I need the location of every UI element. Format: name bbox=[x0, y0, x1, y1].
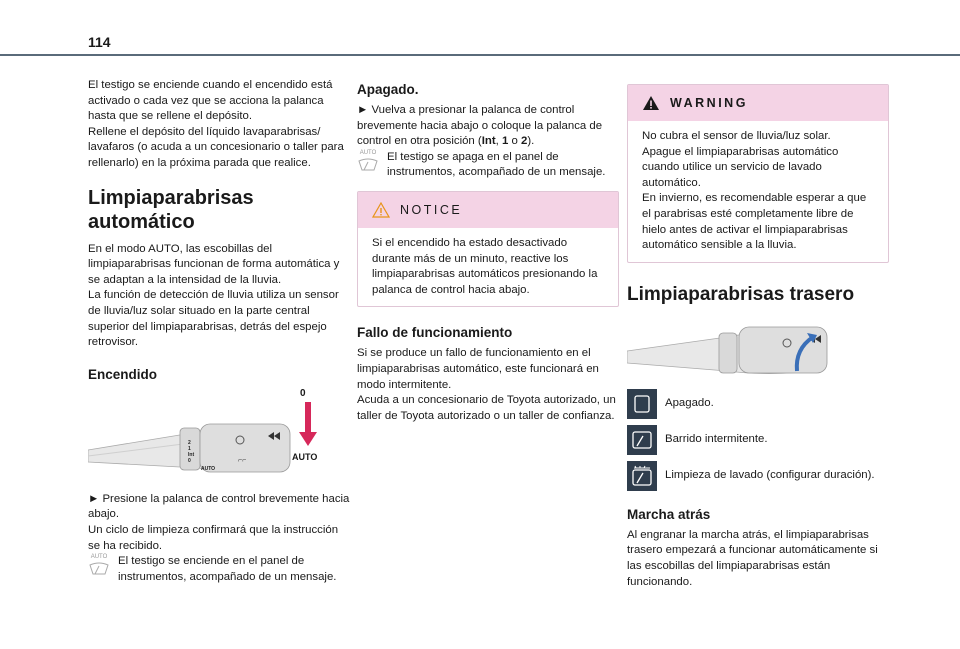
on-subheading: Encendido bbox=[88, 366, 158, 382]
auto-wiper-lamp-icon bbox=[88, 562, 110, 576]
rear-wiper-stalk-icon bbox=[627, 313, 889, 383]
intro-paragraph-2: Rellene el depósito del líquido lavaparabrisas/ lavafaros (o acuda a un concesionario o taller para rellenarlo) en la próxima parada que realice. bbox=[88, 125, 344, 169]
rain-sensor-paragraph: La función de detección de lluvia utiliza un sensor de lluvia/luz solar situado en la parte central superior del limpiaparabrisas, detrás del espejo retrovisor. bbox=[88, 289, 339, 349]
list-item bbox=[627, 389, 889, 419]
warning-triangle-icon bbox=[642, 95, 660, 111]
auto-label: AUTO bbox=[292, 451, 318, 462]
rear-wiper-intermittent-icon bbox=[627, 425, 657, 455]
stalk-mark-int: Int bbox=[188, 451, 195, 458]
stalk-mark-auto: AUTO bbox=[201, 465, 216, 472]
auto-wiper-heading: Limpiaparabrisas automático bbox=[88, 186, 254, 233]
down-arrow-icon bbox=[298, 402, 318, 448]
rear-wiper-intermittent-label: Barrido intermitente. bbox=[665, 432, 768, 445]
stalk-figure-front bbox=[88, 388, 350, 488]
off-lamp-text: El testigo se apaga en el panel de instrumentos, acompañado de un mensaje. bbox=[387, 150, 606, 179]
off-lamp-row bbox=[357, 150, 619, 181]
list-item bbox=[627, 425, 889, 455]
notice-triangle-icon bbox=[372, 202, 390, 218]
auto-lamp-text: El testigo se enciende en el panel de instrumentos, acompañado de un mensaje. bbox=[118, 555, 337, 583]
fault-text-2: Acuda a un concesionario de Toyota autorizado, un taller de Toyota autorizado o un taller de confianza. bbox=[357, 394, 616, 422]
position-zero-label: 0 bbox=[300, 387, 306, 399]
press-down-step: ► Presione la palanca de control brevemente hacia abajo. bbox=[88, 492, 350, 521]
column-3 bbox=[627, 84, 889, 590]
stalk-mark-0: 0 bbox=[188, 457, 191, 464]
rear-wiper-list bbox=[627, 389, 889, 491]
stalk-figure-rear bbox=[627, 313, 889, 383]
page-number: 114 bbox=[88, 34, 111, 50]
off-step: ► Vuelva a presionar la palanca de control brevemente hacia abajo o coloque la palanca de control en otra posición (Int, 1 o 2). bbox=[357, 104, 603, 148]
rear-washer-label: Limpieza de lavado (configurar duración). bbox=[665, 468, 875, 481]
notice-header bbox=[358, 192, 618, 228]
notice-box bbox=[357, 191, 619, 307]
column-2 bbox=[357, 82, 619, 424]
auto-lamp-row bbox=[88, 554, 350, 585]
fault-text: Si se produce un fallo de funcionamiento en el limpiaparabrisas automático, este funcionará en modo intermitente. bbox=[357, 347, 599, 391]
rear-wiper-off-icon bbox=[627, 389, 657, 419]
cycle-confirm-text: Un ciclo de limpieza confirmará que la instrucción se ha recibido. bbox=[88, 523, 339, 552]
reverse-text: Al engranar la marcha atrás, el limpiaparabrisas trasero empezará a funcionar automáticamente si las escobillas del limpiaparabrisas están funcionando. bbox=[627, 528, 878, 588]
list-item bbox=[627, 461, 889, 491]
reverse-heading: Marcha atrás bbox=[627, 506, 711, 522]
rear-wiper-off-label: Apagado. bbox=[665, 396, 714, 409]
svg-text:⌐⌐: ⌐⌐ bbox=[238, 456, 247, 464]
warning-text: No cubra el sensor de lluvia/luz solar. bbox=[642, 130, 831, 142]
off-lamp-label: AUTO bbox=[359, 149, 377, 156]
notice-title: NOTICE bbox=[400, 202, 463, 217]
warning-text-3: En invierno, es recomendable esperar a que el parabrisas esté completamente libre de hielo antes de activar el limpiaparabrisas automático sensible a la lluvia. bbox=[642, 192, 867, 252]
auto-mode-paragraph: En el modo AUTO, las escobillas del limpiaparabrisas funcionan de forma automática y se adaptan a la intensidad de la lluvia. bbox=[88, 242, 340, 286]
rear-washer-icon bbox=[627, 461, 657, 491]
stalk-mark-2: 2 bbox=[188, 439, 191, 446]
header-rule bbox=[0, 54, 960, 56]
stalk-mark-1: 1 bbox=[188, 445, 191, 452]
notice-text: Si el encendido ha estado desactivado durante más de un minuto, reactive los limpiaparabrisas automáticos presionando la palanca de control hacia abajo. bbox=[372, 236, 598, 296]
intro-paragraph: El testigo se enciende cuando el encendido está activado o cada vez que se acciona la palanca hasta que se rellene el depósito. bbox=[88, 79, 333, 123]
warning-text-2: Apague el limpiaparabrisas automático cuando utilice un servicio de lavado automático. bbox=[642, 145, 839, 189]
fault-heading: Fallo de funcionamiento bbox=[357, 325, 513, 341]
warning-header bbox=[628, 85, 888, 121]
rear-wiper-heading: Limpiaparabrisas trasero bbox=[627, 283, 855, 305]
column-1 bbox=[88, 78, 350, 585]
warning-box bbox=[627, 84, 889, 263]
warning-title: WARNING bbox=[670, 96, 748, 110]
off-heading: Apagado. bbox=[357, 82, 419, 97]
auto-wiper-lamp-icon bbox=[357, 158, 379, 172]
auto-lamp-label: AUTO bbox=[90, 554, 108, 561]
